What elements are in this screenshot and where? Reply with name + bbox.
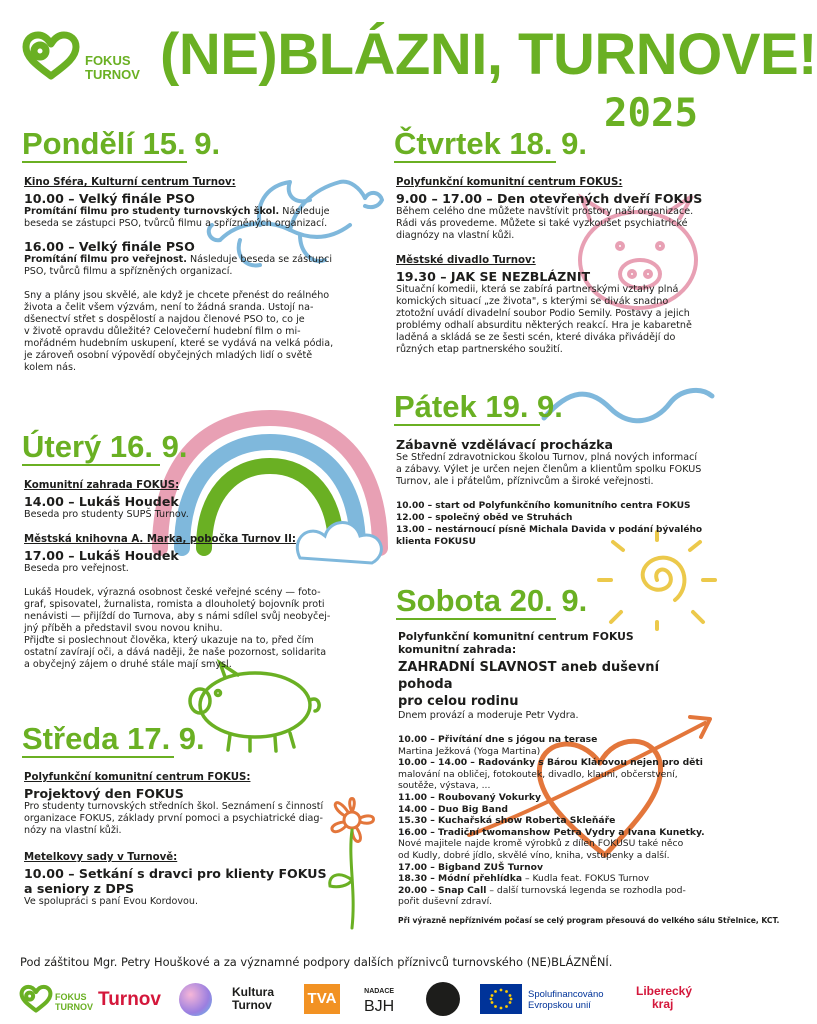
venue-label: Polyfunkční komunitní centrum FOKUS: — [396, 177, 623, 188]
schedule-desc: pořit duševní zdraví. — [398, 896, 493, 908]
kraj-line: kraj — [652, 997, 674, 1011]
event-desc — [396, 206, 706, 242]
event-title: 17.00 – Lukáš Houdek — [24, 548, 179, 563]
schedule-item — [398, 827, 710, 839]
event-desc: Beseda pro studenty SUPŠ Turnov. — [24, 509, 189, 520]
desc-line: ztotožní uvádí divadelní soubor Podio Semily. Postavy a jejich — [396, 308, 690, 319]
desc-line: beseda se zástupci PSO, tvůrců filmu a spřízněných organizací. — [24, 218, 328, 229]
divider-tuesday — [22, 464, 160, 466]
venue-label: Kino Sféra, Kulturní centrum Turnov: — [24, 177, 236, 188]
fokus-logo-text — [55, 992, 93, 1012]
desc-line: diagnózy na vlastní kůži. — [396, 230, 515, 241]
day-heading-saturday: Sobota 20. 9. — [396, 583, 588, 618]
schedule-item — [398, 746, 710, 758]
kultura-line: Kultura — [232, 985, 274, 999]
section-friday — [396, 437, 706, 548]
divider-wednesday — [22, 756, 174, 758]
desc-line: Během celého dne můžete navštívit prostory naší organizace. — [396, 206, 694, 217]
schedule-item: klienta FOKUSU — [396, 537, 476, 547]
fokus-heart-logo-icon — [20, 30, 82, 82]
event-title: Projektový den FOKUS — [24, 786, 184, 801]
event-paragraph — [24, 587, 342, 671]
schedule-item — [398, 757, 710, 769]
schedule-item — [398, 734, 710, 746]
venue-label: Městské divadlo Turnov: — [396, 255, 536, 266]
schedule-time: 20.00 – Snap Call — [398, 884, 487, 896]
para-line: života a čelit všem výzvám, není to žádná sranda. Ustojí na- — [24, 302, 314, 313]
desc-line: Promítání filmu pro studenty turnovských škol. Následuje — [24, 206, 330, 217]
event-desc — [24, 801, 342, 837]
sponsor-logos — [14, 980, 714, 1018]
schedule-list — [398, 734, 710, 908]
event-title: Zábavně vzdělávací procházka — [396, 437, 614, 452]
section-tuesday — [24, 479, 342, 671]
desc-line: PSO, tvůrců filmu a spřízněných organizací. — [24, 266, 233, 277]
schedule-desc: Martina Ježková (Yoga Martina) — [398, 745, 541, 757]
schedule-item — [398, 850, 710, 862]
para-line: kolem nás. — [24, 362, 77, 373]
para-line: v životě opravdu důležité? Celovečerní hudební film o mi- — [24, 326, 301, 337]
liberecky-kraj-logo — [636, 985, 692, 1011]
schedule-time: 10.00 – Přivítání dne s jógou na terase — [398, 734, 598, 745]
event-desc — [24, 206, 342, 230]
venue-label: Komunitní zahrada FOKUS: — [24, 480, 180, 491]
para-line: je zároveň osobní výpovědí obyčejných mladých lidí o světě — [24, 350, 313, 361]
event-desc: Beseda pro veřejnost. — [24, 563, 129, 574]
section-thursday — [396, 176, 706, 356]
desc-line: laděná a skládá se ze šesti scén, které diváka přivádějí do — [396, 332, 676, 343]
desc-line: nózy na vlastní kůži. — [24, 825, 122, 836]
schedule-time: 14.00 – Duo Big Band — [398, 803, 508, 815]
schedule-item: 12.00 – společný oběd ve Struhách — [396, 513, 573, 523]
year: 2025 — [604, 91, 698, 136]
day-heading-monday: Pondělí 15. 9. — [22, 126, 221, 161]
schedule-item: 10.00 – start od Polyfunkčního komunitního centra FOKUS — [396, 501, 691, 511]
kultura-line: Turnov — [232, 998, 272, 1012]
desc-line: Promítání filmu pro veřejnost. Následuje beseda se zástupci — [24, 254, 333, 265]
schedule-time: 11.00 – Roubovaný Vokurky — [398, 791, 541, 803]
event-desc — [396, 452, 706, 488]
schedule-item — [398, 780, 710, 792]
desc-line: Situační komedii, která se zabírá partnerskými vztahy plná — [396, 284, 679, 295]
event-title: pro celou rodinu — [398, 694, 519, 709]
para-line: graf, spisovatel, žurnalista, romista a dlouholetý bojovník proti — [24, 599, 325, 610]
nadace-line: NADACE — [364, 988, 395, 995]
desc-line: a zábavy. Výlet je určen nejen členům a klientům spolku FOKUS — [396, 464, 702, 475]
desc-line: Rádi vás provedeme. Můžete si také vyzkoušet psychiatrické — [396, 218, 688, 229]
day-heading-friday: Pátek 19. 9. — [394, 389, 563, 424]
venue-label: Metelkovy sady v Turnově: — [24, 852, 178, 863]
schedule-item — [398, 769, 710, 781]
black-round-logo-icon — [426, 982, 460, 1016]
schedule-time: 18.30 – Módní přehlídka — [398, 873, 523, 885]
day-heading-tuesday: Úterý 16. 9. — [22, 429, 188, 464]
event-title: 10.00 – Setkání s dravci pro klienty FOKUS — [24, 866, 327, 881]
schedule-desc: – Kudla feat. FOKUS Turnov — [522, 873, 650, 885]
desc-line: Pro studenty turnovských středních škol. Seznámení s činností — [24, 801, 324, 812]
turnov-logo: Turnov — [98, 989, 161, 1010]
desc-line: organizace FOKUS, základy první pomoci a psychiatrické diag- — [24, 813, 323, 824]
wave-drawing — [540, 378, 715, 428]
desc-line: Turnov, ale i přátelům, příznivcům a široké veřejnosti. — [396, 476, 654, 487]
desc-line: Se Střední zdravotnickou školou Turnov, plná nových informací — [396, 452, 698, 463]
event-desc — [24, 254, 342, 278]
desc-line: různých etap partnerského soužití. — [396, 344, 563, 355]
divider-saturday — [396, 618, 556, 620]
event-title: 10.00 – Velký finále PSO — [24, 191, 195, 206]
para-line: dšenectví střet s dospělostí a najdou členové PSO to, co je — [24, 314, 305, 325]
schedule-item — [398, 804, 710, 816]
event-title: a seniory z DPS — [24, 881, 135, 896]
para-line: jný příběh a představil svou novou knihu. — [24, 623, 223, 634]
bjh-line: BJH — [364, 998, 395, 1015]
divider-monday — [22, 161, 187, 163]
tva-logo: TVA — [304, 984, 340, 1014]
schedule-item: 13.00 – nestárnoucí písně Michala Davida v podání bývalého — [396, 525, 703, 535]
divider-friday — [394, 424, 540, 426]
schedule-desc: – další turnovská legenda se rozhodla pod- — [486, 884, 686, 896]
event-title: ZAHRADNÍ SLAVNOST aneb duševní pohoda — [398, 660, 660, 692]
para-line: a obyčejný zájem o druhé stále mají smysl. — [24, 659, 232, 670]
eu-line: Evropskou unií — [528, 1000, 591, 1011]
event-desc: Ve spolupráci s paní Evou Kordovou. — [24, 896, 199, 907]
para-line: Přijďte si poslechnout člověka, který ukazuje na to, před čím — [24, 635, 314, 646]
para-line: Sny a plány jsou skvělé, ale když je chcete přenést do reálného — [24, 290, 330, 301]
kraj-line: Liberecký — [636, 984, 693, 998]
logo-text — [85, 54, 140, 82]
section-monday — [24, 176, 342, 374]
fokus-logo-line: TURNOV — [55, 1002, 93, 1012]
schedule-item — [398, 873, 710, 885]
schedule-list — [396, 500, 706, 548]
schedule-time: 10.00 – 14.00 – Radovánky s Bárou Klárovou nejen pro děti — [398, 757, 703, 769]
para-line: nenávisti — přijíždí do Turnova, aby s námi sdílel svůj neobyčej- — [24, 611, 331, 622]
patronage-text: Pod záštitou Mgr. Petry Houškové a za významné podpory dalších příznivců turnovského (NE)BLÁZNĚNÍ. — [20, 955, 613, 969]
schedule-item — [398, 885, 710, 897]
event-title: 9.00 – 17.00 – Den otevřených dveří FOKUS — [396, 191, 703, 206]
schedule-desc: Nové majitele najde kromě výrobků z dílen FOKUSU také něco — [398, 838, 684, 850]
venue-label: Polyfunkční komunitní centrum FOKUS: — [24, 772, 251, 783]
day-heading-thursday: Čtvrtek 18. 9. — [394, 126, 587, 161]
event-title: 14.00 – Lukáš Houdek — [24, 494, 179, 509]
schedule-time: 16.00 – Tradiční twomanshow Petra Vydry a Ivana Kunetky. — [398, 826, 705, 838]
desc-line: komických situací „ze života", s kterými se divák snadno — [396, 296, 669, 307]
venue-label: Městská knihovna A. Marka, pobočka Turnov II: — [24, 534, 296, 545]
section-wednesday — [24, 771, 342, 908]
schedule-time: 15.30 – Kuchařská show Roberta Skleňáře — [398, 815, 616, 827]
eu-line: Spolufinancováno — [528, 989, 604, 1000]
event-desc — [396, 284, 706, 356]
schedule-item — [398, 838, 710, 850]
schedule-item — [398, 815, 710, 827]
para-line: Lukáš Houdek, výrazná osobnost české veřejné scény — foto- — [24, 587, 321, 598]
logo-line-2: TURNOV — [85, 67, 140, 82]
event-desc: Dnem provází a moderuje Petr Vydra. — [398, 710, 579, 721]
kultura-turnov-logo — [232, 986, 274, 1012]
schedule-desc: od Kudly, dobré jídlo, skvělé víno, kniha, vstupenky a další. — [398, 849, 670, 861]
page-title: (NE)BLÁZNI, TURNOVE! — [160, 22, 817, 87]
section-saturday — [398, 630, 780, 926]
desc-line: problémy odhalí absurditu některých reakcí. Hra je kabaretně — [396, 320, 692, 331]
logo-line-1: FOKUS — [85, 53, 131, 68]
eu-cofinance-text — [528, 989, 604, 1011]
venue-title: komunitní zahrada: — [398, 643, 517, 656]
schedule-item — [398, 862, 710, 874]
event-title: 19.30 – JAK SE NEZBLÁZNIT — [396, 269, 591, 284]
colorful-circle-logo-icon — [179, 983, 212, 1016]
fokus-logo-line: FOKUS — [55, 992, 87, 1002]
day-heading-wednesday: Středa 17. 9. — [22, 721, 205, 756]
schedule-desc: malování na obličej, fotokoutek, divadlo, klauni, občerstvení, — [398, 768, 678, 780]
nadace-bjh-logo — [364, 986, 394, 1016]
event-paragraph — [24, 290, 342, 374]
para-line: ostatní zavírají oči, a dává naději, že naše pozornost, solidarita — [24, 647, 327, 658]
eu-flag-icon — [480, 984, 522, 1014]
fokus-logo-icon — [18, 984, 54, 1014]
event-title: 16.00 – Velký finále PSO — [24, 239, 195, 254]
venue-title: Polyfunkční komunitní centrum FOKUS — [398, 630, 634, 643]
para-line: mořádném hudebním uskupení, které se vydává na velká pódia, — [24, 338, 334, 349]
schedule-desc: soutěže, výstava, ... — [398, 780, 491, 792]
divider-thursday — [394, 161, 556, 163]
schedule-time: 17.00 – Bigband ZUŠ Turnov — [398, 861, 543, 873]
schedule-item — [398, 792, 710, 804]
schedule-item — [398, 896, 710, 908]
weather-note: Při výrazně nepříznivém počasí se celý program přesouvá do velkého sálu Střelnice, KCT. — [398, 915, 780, 925]
